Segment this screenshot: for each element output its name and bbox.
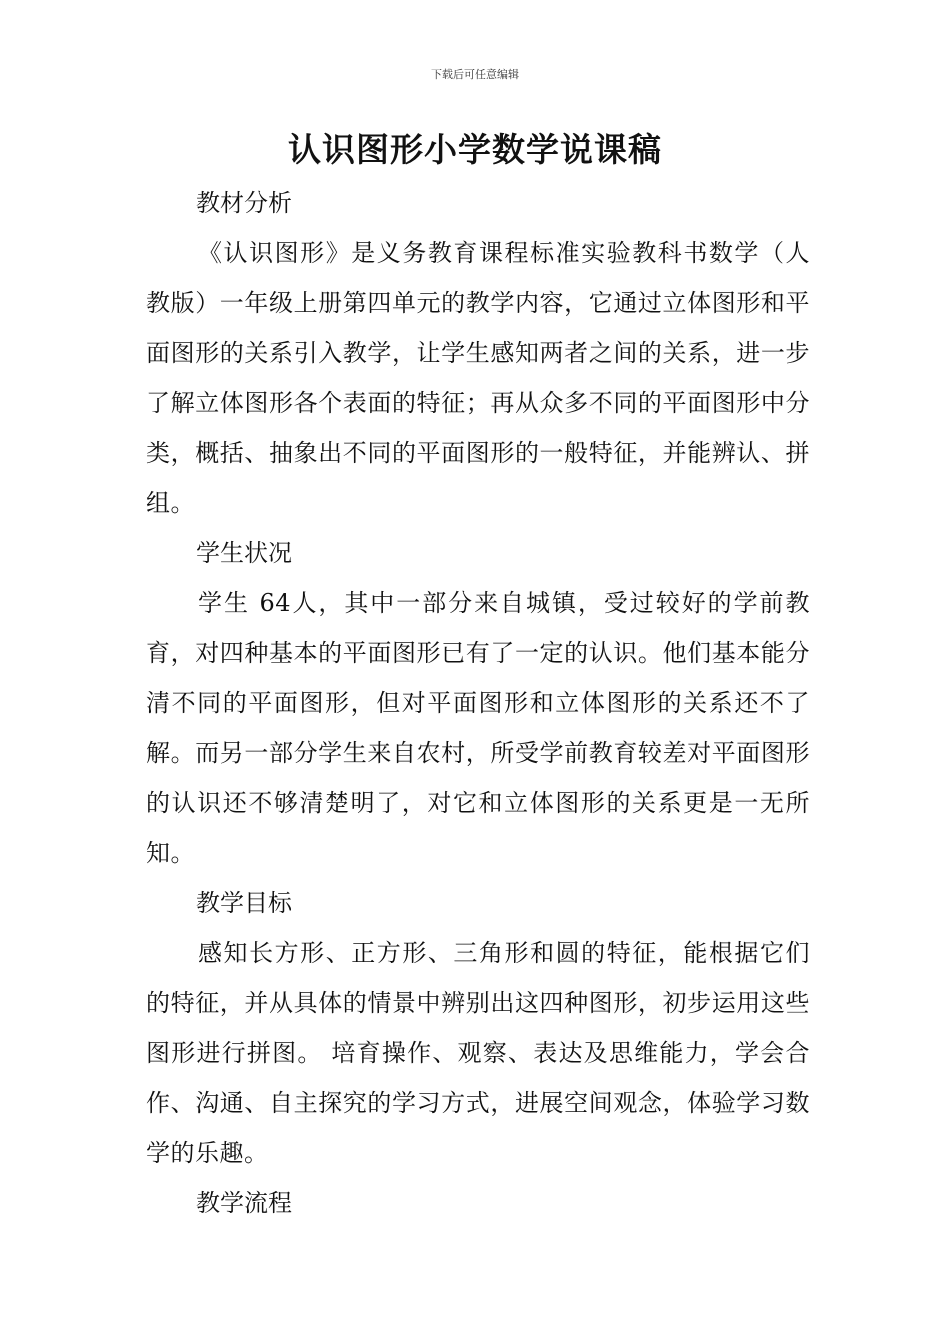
section-paragraph-materials: 《认识图形》是义务教育课程标准实验教科书数学（人教版）一年级上册第四单元的教学内容，它通过立体图形和平面图形的关系引入教学，让学生感知两者之间的关系，进一步了解立体图形各个表面的特征；再从众多不同的平面图形中分类，概括、抽象出不同的平面图形的一般特征，并能辨认、拼组。 [146, 239, 810, 517]
section-heading-materials: 教材分析 [196, 189, 292, 217]
section-heading-objectives: 教学目标 [196, 889, 292, 917]
document-body [146, 178, 810, 1228]
section-paragraph-objectives: 感知长方形、正方形、三角形和圆的特征，能根据它们的特征，并从具体的情景中辨别出这四种图形，初步运用这些图形进行拼图。 培育操作、观察、表达及思维能力，学会合作、沟通、自主探究的学习方式，进展空间观念，体验学习数学的乐趣。 [146, 939, 810, 1167]
header-note: 下载后可任意编辑 [431, 68, 519, 81]
section-heading-students: 学生状况 [196, 539, 292, 567]
section-heading-process: 教学流程 [196, 1189, 292, 1217]
section-paragraph-students: 学生 64人，其中一部分来自城镇，受过较好的学前教育，对四种基本的平面图形已有了一定的认识。他们基本能分清不同的平面图形，但对平面图形和立体图形的关系还不了解。而另一部分学生来自农村，所受学前教育较差对平面图形的认识还不够清楚明了，对它和立体图形的关系更是一无所知。 [146, 589, 810, 867]
document-title: 认识图形小学数学说课稿 [288, 130, 662, 169]
